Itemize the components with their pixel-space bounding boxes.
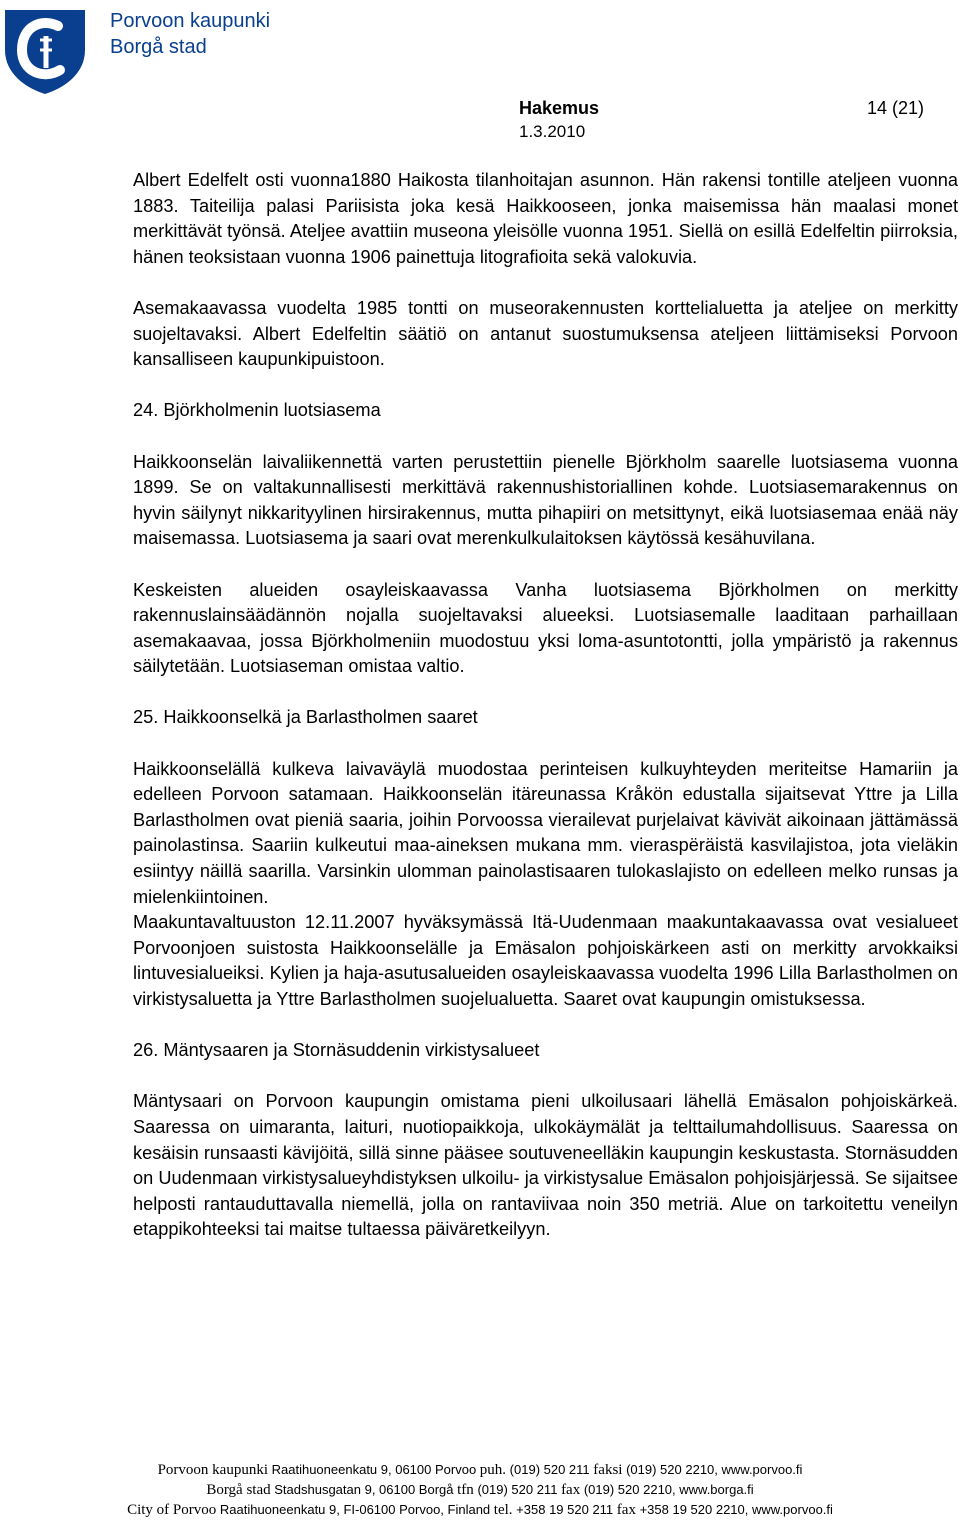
footer-address: Raatihuoneenkatu 9, 06100 Porvoo xyxy=(271,1462,477,1477)
footer-phone: (019) 520 211 xyxy=(477,1482,558,1497)
footer-label: fax xyxy=(561,1482,581,1498)
footer-label: puh. xyxy=(479,1462,507,1478)
footer-org-name: Borgå stad xyxy=(206,1482,271,1498)
document-date: 1.3.2010 xyxy=(519,122,586,141)
footer-org-name: Porvoon kaupunki xyxy=(157,1462,268,1478)
document-body xyxy=(133,168,958,1269)
footer-line-en xyxy=(0,1500,960,1520)
page-number: 14 (21) xyxy=(866,98,924,118)
section-heading-26: 26. Mäntysaaren ja Stornäsuddenin virkistysalueet xyxy=(133,1040,540,1061)
footer-fax: (019) 520 2210, www.porvoo.fi xyxy=(626,1462,803,1477)
paragraph: Albert Edelfelt osti vuonna1880 Haikosta tilanhoitajan asunnon. Hän rakensi tontille ateljeen vuonna 1883. Taiteilija palasi Pariisista joka kesä Haikkooseen, jonka maisemissa hän maalasi monet merkittävät työnsä. Ateljee avattiin museona yleisölle vuonna 1951. Siellä on esillä Edelfeltin piirroksia, hänen teoksistaan vuonna 1906 painettuja litografioita sekä valokuvia. xyxy=(133,170,958,267)
paragraph: Keskeisten alueiden osayleiskaavassa Vanha luotsiasema Björkholmen on merkitty rakennuslainsäädännön nojalla suojeltavaksi alueeksi. Luotsiasemalle laaditaan parhaillaan asemakaavaa, jossa Björkholmeniin muodostuu yksi loma-asuntotontti, jolla ympäristö ja rakennus säilytetään. Luotsiaseman omistaa valtio. xyxy=(133,579,958,677)
paragraph: Mäntysaari on Porvoon kaupungin omistama pieni ulkoilusaari lähellä Emäsalon pohjoiskärkeä. Saaressa on uimaranta, laituri, nuotiopaikkoja, ulkokäymälät ja telttailumahdollisuus. Saaressa on kesäisin runsaasti kävijöitä, sillä sinne pääsee soutuveneelläkin kaupungin keskustasta. Stornäsudden on Uudenmaan virkistysalueyhdistyksen ulkoilu- ja virkistysalue Emäsalon pohjoisjärjessä. Se sijaitsee helposti rantauduttavalla niemellä, jolla on rantaviivaa noin 350 metriä. Alue on tarkoitettu veneilyn etappikohteeksi tai maitse tultaessa päiväretkeilyyn. xyxy=(133,1091,958,1240)
footer-fax: (019) 520 2210, www.borga.fi xyxy=(583,1482,754,1497)
footer-label: tel. xyxy=(493,1502,513,1518)
footer-org-name: City of Porvoo xyxy=(127,1502,217,1518)
section-heading-25: 25. Haikkoonselkä ja Barlastholmen saaret xyxy=(133,707,478,728)
footer-phone: +358 19 520 211 xyxy=(516,1502,614,1517)
city-crest-icon xyxy=(2,6,88,96)
footer-address: Stadshusgatan 9, 06100 Borgå xyxy=(274,1482,454,1497)
document-type: Hakemus xyxy=(519,98,600,118)
paragraph: Asemakaavassa vuodelta 1985 tontti on museorakennusten korttelialuetta ja ateljee on merkitty suojeltavaksi. Albert Edelfeltin säätiö on antanut suostumuksensa ateljeen liittämiseksi Porvoon kansalliseen kaupunkipuistoon. xyxy=(133,297,958,370)
footer-label: fax xyxy=(616,1502,636,1518)
paragraph: Haikkoonselällä kulkeva laivaväylä muodostaa perinteisen kulkuyhteyden meriteitse Hamariin ja edelleen Porvoon satamaan. Haikkoonselän itäreunassa Kråkön edustalla sijaitsevat Yttre ja Lilla Barlastholmen ovat pieniä saaria, joihin Porvoossa vierailevat purjelaivat kävivät aikoinaan jättämässä painolastinsa. Saariin kulkeutui maa-aineksen mukana mm. vieraspëräistä kasvilajistoa, jota vieläkin esiintyy näillä saarilla. Varsinkin ulomman painolastisaaren tulokaslajisto on edelleen melko runsas ja mielenkiintoinen. xyxy=(133,758,958,907)
page-footer xyxy=(0,1460,960,1520)
organization-name-sv: Borgå stad xyxy=(110,36,207,58)
footer-fax: +358 19 520 2210, www.porvoo.fi xyxy=(639,1502,833,1517)
section-heading-24: 24. Björkholmenin luotsiasema xyxy=(133,400,381,421)
footer-address: Raatihuoneenkatu 9, FI-06100 Porvoo, Finland xyxy=(219,1502,491,1517)
footer-phone: (019) 520 211 xyxy=(509,1462,590,1477)
paragraph: Haikkoonselän laivaliikennettä varten perustettiin pienelle Björkholm saarelle luotsiasema vuonna 1899. Se on valtakunnallisesti merkittävä rakennushistoriallinen kohde. Luotsiasemarakennus on hyvin säilynyt nikkarityylinen hirsirakennus, mutta pihapiiri on metsittynyt, eikä luotsiasemaa enää näy maisemassa. Luotsiasema ja saari ovat merenkulkulaitoksen käytössä kesähuvilana. xyxy=(133,451,958,549)
footer-line-fi xyxy=(0,1460,960,1480)
footer-label: tfn xyxy=(457,1482,474,1498)
paragraph: Maakuntavaltuuston 12.11.2007 hyväksymässä Itä-Uudenmaan maakuntakaavassa ovat vesialueet Porvoonjoen suistosta Haikkoonselälle ja Emäsalon pohjoiskärkeen asti on merkitty arvokkaiksi lintuvesialueiksi. Kylien ja haja-asutusalueiden osayleiskaavassa vuodelta 1996 Lilla Barlastholmen on virkistysaluetta ja Yttre Barlastholmen suojelualuetta. Saaret ovat kaupungin omistuksessa. xyxy=(133,912,958,1009)
footer-label: faksi xyxy=(593,1462,623,1478)
organization-name xyxy=(110,8,270,60)
footer-line-sv xyxy=(0,1480,960,1500)
organization-name-fi: Porvoon kaupunki xyxy=(110,10,271,32)
